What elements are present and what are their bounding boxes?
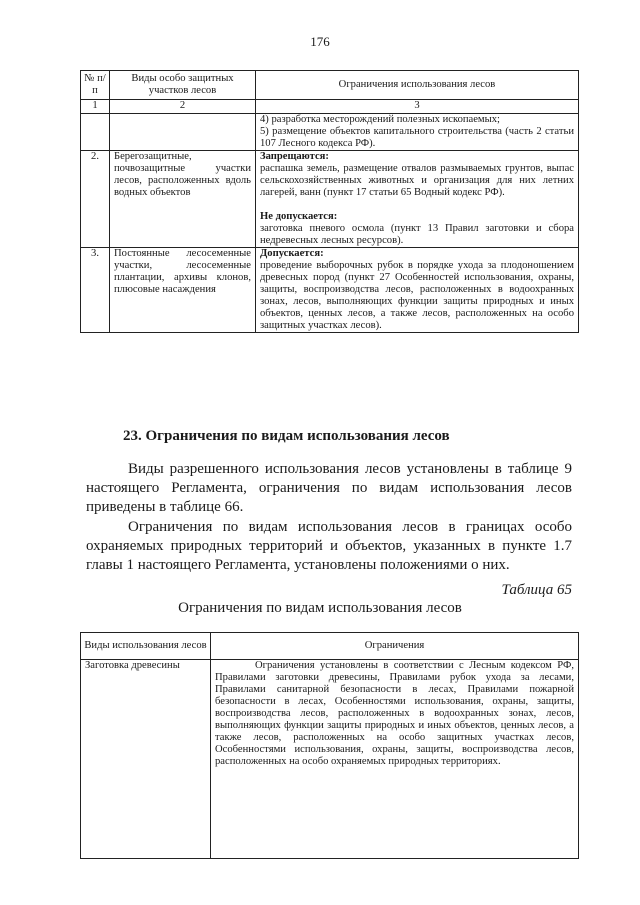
usage-restrictions-table [80, 632, 579, 859]
header-restrictions: Ограничения [211, 633, 579, 660]
header-restrictions: Ограничения использования лесов [256, 71, 579, 100]
table-header-row [81, 71, 579, 100]
column-number: 3 [256, 100, 579, 114]
restriction-line: 5) размещение объектов капитального строительства (часть 2 статьи 107 Лесного кодекса РФ). [260, 126, 574, 149]
table-header-row [81, 633, 579, 660]
area-type: Постоянные лесосеменные участки, лесосеменные плантации, архивы клонов, плюсовые насаждения [110, 248, 256, 333]
page-number: 176 [310, 34, 330, 49]
column-number: 2 [110, 100, 256, 114]
usage-type: Заготовка древесины [81, 660, 211, 859]
restriction-heading: Допускается: [260, 248, 324, 259]
restriction-text: заготовка пневого осмола (пункт 13 Правил заготовки и сбора недревесных лесных ресурсов). [260, 223, 574, 246]
restriction-text: распашка земель, размещение отвалов размываемых грунтов, выпас сельскохозяйственных животных и организация для них летних лагерей, ванн (пункт 17 статьи 65 Водный кодекс РФ). [260, 163, 574, 198]
paragraph-text: Ограничения по видам использования лесов в границах особо охраняемых природных территорий и объектов, указанных в пункте 1.7 главы 1 настоящего Регламента, установлены положениями о них. [86, 519, 572, 573]
restriction-cell [256, 248, 579, 333]
area-type [110, 114, 256, 151]
section-heading: 23. Ограничения по видам использования лесов [123, 428, 450, 444]
restriction-heading: Не допускается: [260, 211, 338, 222]
table-caption: Ограничения по видам использования лесов [178, 600, 462, 616]
table-row [81, 248, 579, 333]
area-type: Берегозащитные, почвозащитные участки лесов, расположенных вдоль водных объектов [110, 151, 256, 248]
restriction-line: 4) разработка месторождений полезных ископаемых; [260, 114, 500, 125]
row-number: 2. [81, 151, 110, 248]
table-row [81, 151, 579, 248]
column-number: 1 [81, 100, 110, 114]
restriction-cell [256, 151, 579, 248]
restriction-heading: Запрещаются: [260, 151, 329, 162]
row-number: 3. [81, 248, 110, 333]
paragraph-text: Виды разрешенного использования лесов установлены в таблице 9 настоящего Регламента, ограничения по видам использования лесов приведены в таблице 66. [86, 461, 572, 515]
header-number: № п/п [81, 71, 110, 100]
table-row [81, 114, 579, 151]
restriction-text: Ограничения установлены в соответствии с Лесным кодексом РФ, Правилами заготовки древесины, Правилами рубок ухода за лесами, Правилами санитарной безопасности в лесах, Правилами пожарной безопасности в лесах, Особенностями использования, охраны, защиты, воспроизводства лесов, расположенных в водоохранных зонах, лесов, выполняющих функции защиты природных и иных объектов, ценных лесов, а также лесов, расположенных на особо защитных участках лесов, Особенностями использования, охраны, защиты, воспроизводства лесов, расположенных на особо охраняемых природных территориях. [215, 660, 574, 767]
paragraph [86, 518, 572, 575]
table-label: Таблица 65 [501, 582, 572, 598]
row-number [81, 114, 110, 151]
header-area-type: Виды особо защитных участков лесов [110, 71, 256, 100]
restriction-cell [211, 660, 579, 859]
column-number-row [81, 100, 579, 114]
restrictions-table-continued [80, 70, 579, 333]
restriction-cell [256, 114, 579, 151]
restriction-text: проведение выборочных рубок в порядке ухода за плодоношением древесных пород (пункт 27 Особенностей использования, охраны, защиты, воспроизводства лесов, расположенных в водоохранных зонах, лесов, выполняющих функции защиты природных и иных объектов, ценных лесов, а также лесов, расположенных на особо защитных участках лесов). [260, 260, 574, 331]
paragraph [86, 460, 572, 517]
table-row [81, 660, 579, 859]
header-usage-type: Виды использования лесов [81, 633, 211, 660]
